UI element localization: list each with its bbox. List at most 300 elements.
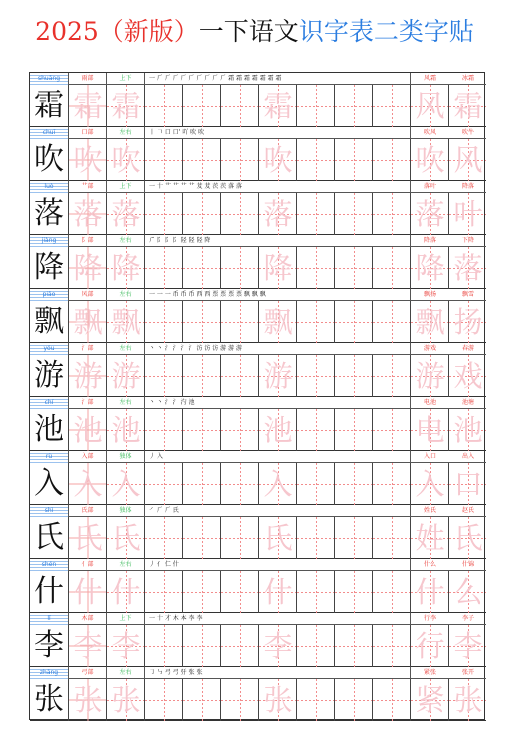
trace-character: 叶 (453, 197, 483, 231)
practice-box[interactable] (334, 355, 372, 397)
trace-character: 氏 (73, 521, 103, 555)
practice-box[interactable] (296, 355, 334, 397)
practice-box[interactable] (258, 571, 296, 613)
practice-box[interactable] (182, 625, 220, 667)
practice-box[interactable] (448, 139, 486, 181)
stroke-order: ㇒ 𠂆 𠂆 氏 (144, 505, 410, 517)
row-header (30, 397, 486, 409)
trace-character: 吹 (111, 143, 141, 177)
pinyin-label: rù (30, 451, 68, 463)
practice-box[interactable] (334, 463, 372, 505)
stroke-order: 一 一 一 币 币 币 西 西 票 票 票 票 飘 飘 飘 (144, 289, 410, 301)
pinyin-label: luò (30, 181, 68, 193)
practice-box[interactable] (182, 247, 220, 289)
practice-box[interactable] (144, 355, 182, 397)
practice-box[interactable] (220, 355, 258, 397)
example-word-2: 飘雪 (461, 291, 474, 298)
trace-character: 李 (111, 629, 141, 663)
practice-box[interactable] (68, 139, 106, 181)
practice-box[interactable] (410, 463, 448, 505)
char-row (30, 559, 486, 613)
practice-box[interactable] (106, 355, 144, 397)
practice-box[interactable] (68, 409, 106, 451)
example-word-2: 吹牛 (461, 129, 474, 136)
char-row (30, 289, 486, 343)
writing-grid (30, 85, 486, 127)
trace-character: 吹 (415, 143, 445, 177)
practice-box[interactable] (258, 409, 296, 451)
trace-character: 紧 (415, 683, 445, 717)
practice-box[interactable] (334, 247, 372, 289)
practice-box[interactable] (106, 85, 144, 127)
model-character: 张 (34, 682, 64, 717)
practice-box[interactable] (372, 85, 410, 127)
practice-box[interactable] (182, 85, 220, 127)
trace-character: 落 (111, 197, 141, 231)
example-words (410, 397, 486, 409)
stroke-order: 一 十 艹 艹 艹 艹 茇 茇 茨 茨 落 落 (144, 181, 410, 193)
practice-box[interactable] (68, 193, 106, 235)
trace-character: 什 (263, 575, 293, 609)
title-sheet-name: 识字表二类字贴 (298, 17, 474, 46)
radical-label: 艹部 (68, 181, 106, 193)
practice-box[interactable] (68, 625, 106, 667)
stroke-order: 丨 𠃍 口 口' 吖 吹 吹 (144, 127, 410, 139)
writing-grid (30, 247, 486, 289)
practice-box[interactable] (448, 247, 486, 289)
practice-box[interactable] (296, 193, 334, 235)
structure-label: 左右 (106, 667, 144, 679)
practice-box[interactable] (372, 139, 410, 181)
example-words (410, 667, 486, 679)
practice-box[interactable] (144, 85, 182, 127)
trace-character: 李 (73, 629, 103, 663)
trace-character: 李 (453, 629, 483, 663)
row-header (30, 235, 486, 247)
structure-label: 左右 (106, 127, 144, 139)
practice-box[interactable] (296, 463, 334, 505)
practice-box[interactable] (220, 679, 258, 721)
practice-box[interactable] (220, 247, 258, 289)
writing-grid (30, 301, 486, 343)
stroke-order: 一 十 才 木 本 李 李 (144, 613, 410, 625)
trace-character: 降 (415, 251, 445, 285)
trace-character: 氏 (111, 521, 141, 555)
practice-box[interactable] (106, 463, 144, 505)
practice-box[interactable] (258, 193, 296, 235)
model-character: 飘 (34, 304, 64, 339)
practice-box[interactable] (448, 355, 486, 397)
model-character: 氏 (34, 520, 64, 555)
example-word-2: 出入 (461, 453, 474, 460)
practice-box[interactable] (334, 301, 372, 343)
model-character: 吹 (34, 142, 64, 177)
pinyin-label: shuāng (30, 73, 68, 85)
practice-box[interactable] (144, 625, 182, 667)
trace-character: 飘 (73, 305, 103, 339)
model-character: 游 (34, 358, 64, 393)
practice-box[interactable] (372, 247, 410, 289)
practice-box[interactable] (258, 247, 296, 289)
trace-character: 入 (415, 467, 445, 501)
trace-character: 池 (73, 413, 103, 447)
trace-character: 张 (73, 683, 103, 717)
practice-box[interactable] (334, 409, 372, 451)
example-word-2: 李子 (461, 615, 474, 622)
practice-box[interactable] (182, 139, 220, 181)
example-words (410, 235, 486, 247)
practice-box[interactable] (106, 571, 144, 613)
trace-character: 戏 (453, 359, 483, 393)
pinyin-label: chí (30, 397, 68, 409)
radical-label: 氵部 (68, 343, 106, 355)
practice-box[interactable] (220, 85, 258, 127)
example-words (410, 181, 486, 193)
practice-box[interactable] (372, 409, 410, 451)
row-header (30, 667, 486, 679)
writing-grid (30, 463, 486, 505)
model-character: 降 (34, 250, 64, 285)
practice-sheet (29, 72, 485, 720)
practice-box[interactable] (258, 139, 296, 181)
trace-character: 姓 (415, 521, 445, 555)
practice-box[interactable] (296, 625, 334, 667)
radical-label: 入部 (68, 451, 106, 463)
example-word-1: 吹风 (423, 129, 436, 136)
practice-box[interactable] (410, 193, 448, 235)
trace-character: 落 (415, 197, 445, 231)
trace-character: 落 (73, 197, 103, 231)
practice-box[interactable] (220, 409, 258, 451)
writing-grid (30, 679, 486, 721)
practice-box[interactable] (106, 301, 144, 343)
practice-box[interactable] (448, 679, 486, 721)
writing-grid (30, 355, 486, 397)
trace-character: 游 (263, 359, 293, 393)
example-word-1: 行李 (423, 615, 436, 622)
practice-box[interactable] (296, 85, 334, 127)
trace-character: 池 (111, 413, 141, 447)
example-word-1: 落叶 (423, 183, 436, 190)
example-word-2: 什锦 (461, 561, 474, 568)
char-row (30, 667, 486, 721)
row-header (30, 505, 486, 517)
practice-box[interactable] (68, 679, 106, 721)
practice-box[interactable] (220, 139, 258, 181)
example-words (410, 613, 486, 625)
practice-box[interactable] (448, 463, 486, 505)
char-row (30, 73, 486, 127)
trace-character: 吹 (73, 143, 103, 177)
practice-box[interactable] (296, 139, 334, 181)
practice-box[interactable] (220, 517, 258, 559)
writing-grid (30, 139, 486, 181)
trace-character: 李 (263, 629, 293, 663)
row-header (30, 181, 486, 193)
practice-box[interactable] (258, 85, 296, 127)
structure-label: 左右 (106, 289, 144, 301)
row-header (30, 451, 486, 463)
radical-label: 氏部 (68, 505, 106, 517)
practice-box[interactable] (106, 679, 144, 721)
practice-box[interactable] (182, 409, 220, 451)
structure-label: 左右 (106, 343, 144, 355)
practice-box[interactable] (182, 571, 220, 613)
structure-label: 上下 (106, 613, 144, 625)
practice-box[interactable] (144, 139, 182, 181)
practice-box[interactable] (144, 193, 182, 235)
practice-box[interactable] (296, 517, 334, 559)
char-row (30, 343, 486, 397)
practice-box[interactable] (68, 85, 106, 127)
stroke-order: ⺁ 阝 阝 阝 陉 陉 陉 降 (144, 235, 410, 247)
example-words (410, 289, 486, 301)
practice-box[interactable] (182, 463, 220, 505)
char-row (30, 181, 486, 235)
trace-character: 电 (415, 413, 445, 447)
example-word-2: 池塘 (461, 399, 474, 406)
trace-character: 游 (415, 359, 445, 393)
trace-character: 游 (73, 359, 103, 393)
trace-character: 吹 (263, 143, 293, 177)
practice-box[interactable] (182, 679, 220, 721)
radical-label: 雨部 (68, 73, 106, 85)
row-header (30, 559, 486, 571)
practice-box[interactable] (220, 193, 258, 235)
pinyin-label: jiàng (30, 235, 68, 247)
char-row (30, 235, 486, 289)
practice-box[interactable] (68, 247, 106, 289)
example-words (410, 559, 486, 571)
trace-character: 入 (111, 467, 141, 501)
practice-box[interactable] (334, 517, 372, 559)
practice-box[interactable] (372, 301, 410, 343)
trace-character: 行 (415, 629, 445, 663)
practice-box[interactable] (68, 517, 106, 559)
practice-box[interactable] (220, 463, 258, 505)
trace-character: 张 (111, 683, 141, 717)
trace-character: 池 (263, 413, 293, 447)
practice-box[interactable] (106, 409, 144, 451)
row-header (30, 613, 486, 625)
model-character: 李 (34, 628, 64, 663)
writing-grid (30, 409, 486, 451)
model-character: 落 (34, 196, 64, 231)
practice-box[interactable] (296, 679, 334, 721)
example-word-1: 游戏 (423, 345, 436, 352)
practice-box[interactable] (410, 625, 448, 667)
trace-character: 什 (415, 575, 445, 609)
structure-label: 左右 (106, 397, 144, 409)
example-word-2: 下降 (461, 237, 474, 244)
practice-box[interactable] (448, 85, 486, 127)
practice-box[interactable] (144, 517, 182, 559)
practice-box[interactable] (372, 625, 410, 667)
practice-box[interactable] (410, 247, 448, 289)
radical-label: 阝部 (68, 235, 106, 247)
practice-box[interactable] (258, 517, 296, 559)
practice-box[interactable] (448, 625, 486, 667)
example-words (410, 505, 486, 517)
practice-box[interactable] (410, 679, 448, 721)
example-word-1: 什么 (423, 561, 436, 568)
practice-box[interactable] (372, 679, 410, 721)
practice-box[interactable] (410, 301, 448, 343)
practice-box[interactable] (410, 85, 448, 127)
radical-label: 木部 (68, 613, 106, 625)
practice-box[interactable] (68, 463, 106, 505)
trace-character: 落 (263, 197, 293, 231)
example-word-1: 风霜 (423, 75, 436, 82)
example-word-2: 冰霜 (461, 75, 474, 82)
practice-box[interactable] (258, 679, 296, 721)
practice-box[interactable] (144, 571, 182, 613)
pinyin-label: chuī (30, 127, 68, 139)
row-header (30, 73, 486, 85)
structure-label: 独体 (106, 451, 144, 463)
structure-label: 上下 (106, 73, 144, 85)
practice-box[interactable] (68, 355, 106, 397)
trace-character: 霜 (453, 89, 483, 123)
practice-box[interactable] (106, 625, 144, 667)
trace-character: 么 (453, 575, 483, 609)
example-words (410, 451, 486, 463)
practice-box[interactable] (258, 355, 296, 397)
practice-box[interactable] (410, 409, 448, 451)
practice-box[interactable] (410, 355, 448, 397)
stroke-order: ㇆ ㇉ 弓 弓 弙 张 张 (144, 667, 410, 679)
trace-character: 口 (453, 467, 483, 501)
char-row (30, 505, 486, 559)
practice-box[interactable] (334, 139, 372, 181)
example-word-2: 春游 (461, 345, 474, 352)
trace-character: 风 (415, 89, 445, 123)
practice-box[interactable] (106, 247, 144, 289)
practice-box[interactable] (334, 625, 372, 667)
practice-box[interactable] (258, 301, 296, 343)
row-header (30, 289, 486, 301)
practice-box[interactable] (106, 193, 144, 235)
trace-character: 扬 (453, 305, 483, 339)
radical-label: 弓部 (68, 667, 106, 679)
radical-label: 风部 (68, 289, 106, 301)
practice-box[interactable] (372, 571, 410, 613)
trace-character: 飘 (415, 305, 445, 339)
pinyin-label: shén (30, 559, 68, 571)
stroke-order: 丿 亻 仁 什 (144, 559, 410, 571)
trace-character: 降 (111, 251, 141, 285)
example-word-1: 入口 (423, 453, 436, 460)
trace-character: 风 (453, 143, 483, 177)
practice-box[interactable] (106, 139, 144, 181)
example-word-2: 张开 (461, 669, 474, 676)
practice-box[interactable] (106, 517, 144, 559)
practice-box[interactable] (372, 517, 410, 559)
writing-grid (30, 517, 486, 559)
practice-box[interactable] (448, 517, 486, 559)
radical-label: 口部 (68, 127, 106, 139)
pinyin-label: shì (30, 505, 68, 517)
page-title (0, 14, 509, 50)
practice-box[interactable] (220, 301, 258, 343)
practice-box[interactable] (144, 247, 182, 289)
practice-box[interactable] (448, 571, 486, 613)
char-row (30, 451, 486, 505)
practice-box[interactable] (144, 409, 182, 451)
practice-box[interactable] (410, 571, 448, 613)
practice-box[interactable] (144, 463, 182, 505)
trace-character: 什 (111, 575, 141, 609)
practice-box[interactable] (220, 625, 258, 667)
structure-label: 左右 (106, 235, 144, 247)
trace-character: 降 (73, 251, 103, 285)
model-character: 池 (34, 412, 64, 447)
trace-character: 张 (263, 683, 293, 717)
example-word-2: 降落 (461, 183, 474, 190)
practice-box[interactable] (334, 85, 372, 127)
practice-box[interactable] (182, 355, 220, 397)
practice-box[interactable] (448, 193, 486, 235)
practice-box[interactable] (296, 301, 334, 343)
stroke-order: 丶 丶 氵 氵 汋 池 (144, 397, 410, 409)
example-word-1: 紧张 (423, 669, 436, 676)
practice-box[interactable] (144, 301, 182, 343)
trace-character: 飘 (111, 305, 141, 339)
example-word-1: 降落 (423, 237, 436, 244)
practice-box[interactable] (258, 463, 296, 505)
example-words (410, 73, 486, 85)
practice-box[interactable] (182, 193, 220, 235)
trace-character: 入 (73, 467, 103, 501)
practice-box[interactable] (410, 517, 448, 559)
practice-box[interactable] (144, 679, 182, 721)
example-words (410, 343, 486, 355)
practice-box[interactable] (68, 301, 106, 343)
practice-box[interactable] (296, 571, 334, 613)
practice-box[interactable] (334, 571, 372, 613)
practice-box[interactable] (372, 463, 410, 505)
structure-label: 左右 (106, 559, 144, 571)
practice-box[interactable] (68, 571, 106, 613)
trace-character: 氏 (453, 521, 483, 555)
practice-box[interactable] (258, 625, 296, 667)
practice-box[interactable] (410, 139, 448, 181)
radical-label: 氵部 (68, 397, 106, 409)
writing-grid (30, 193, 486, 235)
structure-label: 独体 (106, 505, 144, 517)
example-word-2: 赵氏 (461, 507, 474, 514)
practice-box[interactable] (372, 355, 410, 397)
radical-label: 亻部 (68, 559, 106, 571)
practice-box[interactable] (334, 679, 372, 721)
practice-box[interactable] (296, 409, 334, 451)
practice-box[interactable] (448, 301, 486, 343)
practice-box[interactable] (220, 571, 258, 613)
trace-character: 池 (453, 413, 483, 447)
practice-box[interactable] (372, 193, 410, 235)
practice-box[interactable] (448, 409, 486, 451)
practice-box[interactable] (182, 301, 220, 343)
trace-character: 落 (453, 251, 483, 285)
practice-box[interactable] (182, 517, 220, 559)
writing-grid (30, 625, 486, 667)
trace-character: 什 (73, 575, 103, 609)
title-year-edition: 2025（新版） (35, 17, 199, 46)
practice-box[interactable] (334, 193, 372, 235)
practice-box[interactable] (296, 247, 334, 289)
example-word-1: 姓氏 (423, 507, 436, 514)
pinyin-label: zhāng (30, 667, 68, 679)
